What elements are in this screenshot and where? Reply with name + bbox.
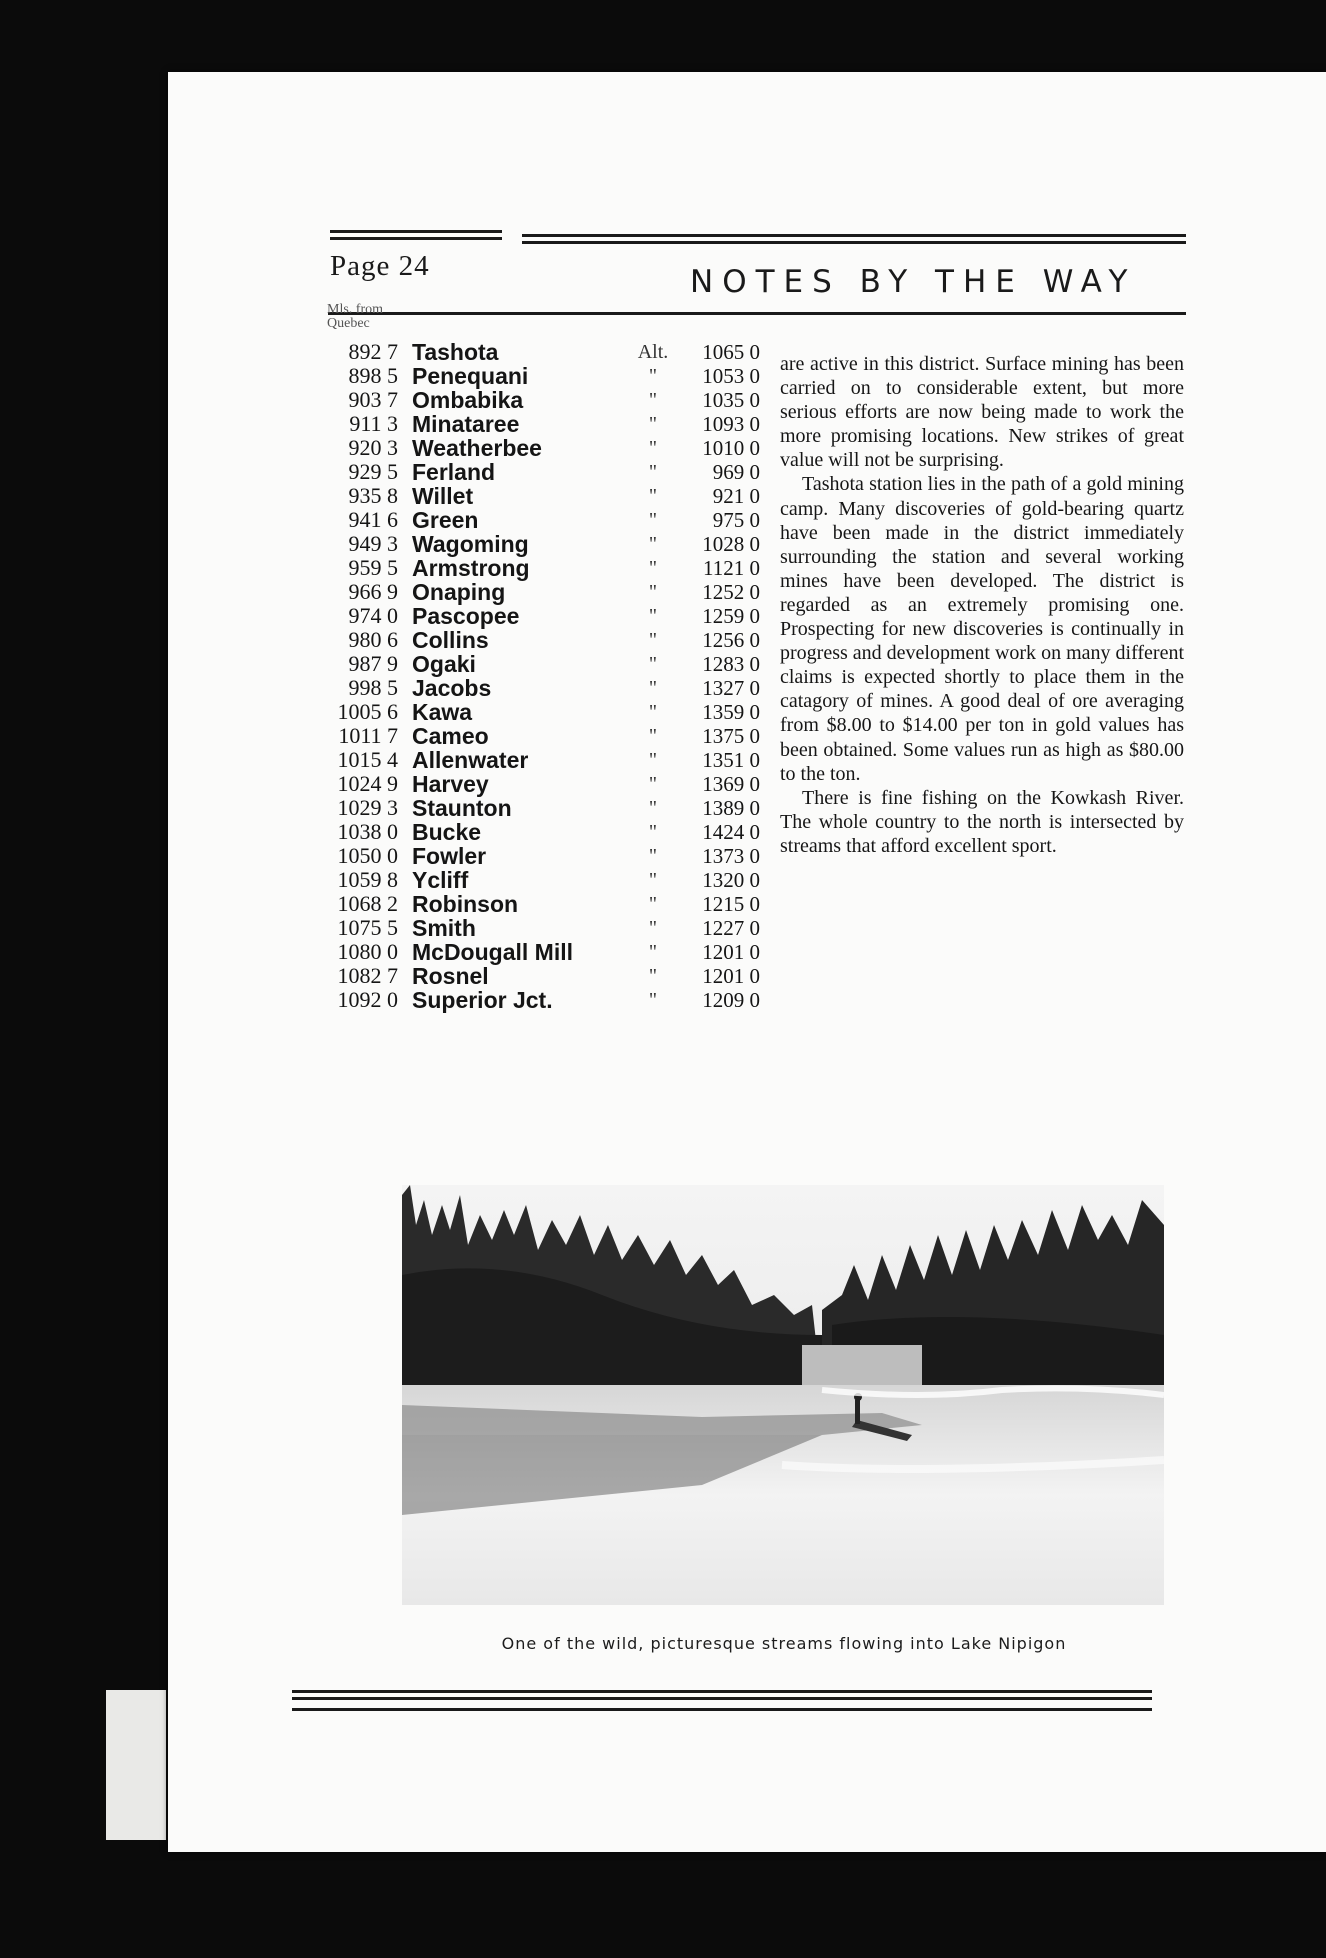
station-miles: 911 3 (349, 411, 398, 436)
station-row (312, 844, 760, 868)
altitude-label: " (648, 989, 658, 1011)
station-row (312, 532, 760, 556)
altitude-label: " (648, 893, 658, 915)
station-row (312, 820, 760, 844)
station-altitude: 1375 0 (702, 724, 760, 748)
station-miles: 987 9 (348, 651, 398, 676)
station-row (312, 580, 760, 604)
station-name: Collins (412, 627, 489, 653)
altitude-label: Alt. (637, 341, 669, 363)
station-name: Robinson (412, 891, 519, 917)
altitude-label: " (648, 821, 658, 843)
station-miles: 1005 6 (337, 699, 398, 724)
altitude-label: " (648, 701, 658, 723)
station-name: Harvey (412, 771, 489, 797)
station-miles: 920 3 (348, 435, 398, 460)
station-miles: 1011 7 (338, 723, 398, 748)
station-altitude: 1373 0 (702, 844, 760, 868)
altitude-label: " (648, 845, 658, 867)
station-name: Ferland (412, 459, 496, 485)
station-row (312, 940, 760, 964)
altitude-label: " (648, 749, 658, 771)
station-miles: 1080 0 (337, 939, 398, 964)
station-altitude: 1256 0 (702, 628, 760, 652)
station-altitude: 1093 0 (702, 412, 760, 436)
bottom-rule-2 (292, 1708, 1152, 1711)
station-miles: 1059 8 (337, 867, 398, 892)
station-name: Tashota (412, 339, 499, 365)
station-name: Ombabika (412, 387, 524, 413)
altitude-label: " (648, 437, 658, 459)
station-row (312, 988, 760, 1012)
river-photograph (402, 1185, 1164, 1605)
station-altitude: 1320 0 (702, 868, 760, 892)
station-name: Wagoming (412, 531, 529, 557)
station-miles: 998 5 (348, 675, 398, 700)
station-row (312, 412, 760, 436)
station-altitude: 1227 0 (702, 916, 760, 940)
altitude-label: " (648, 941, 658, 963)
station-miles: 1075 5 (337, 915, 398, 940)
station-altitude: 1201 0 (702, 940, 760, 964)
station-miles: 898 5 (348, 363, 398, 388)
station-name: McDougall Mill (412, 939, 573, 965)
altitude-label: " (648, 389, 658, 411)
station-name: Staunton (412, 795, 512, 821)
station-altitude: 1053 0 (702, 364, 760, 388)
running-title: NOTES BY THE WAY (690, 264, 1137, 300)
station-altitude: 1359 0 (702, 700, 760, 724)
station-miles: 1068 2 (337, 891, 398, 916)
altitude-label: " (648, 773, 658, 795)
miles-column-caption: Mls. from Quebec (327, 302, 383, 331)
station-altitude: 1252 0 (702, 580, 760, 604)
altitude-label: " (648, 533, 658, 555)
station-altitude: 1259 0 (702, 604, 760, 628)
station-row (312, 676, 760, 700)
station-name: Weatherbee (412, 435, 542, 461)
station-name: Rosnel (412, 963, 489, 989)
station-row (312, 508, 760, 532)
station-name: Armstrong (412, 555, 530, 581)
station-altitude: 1121 0 (703, 556, 760, 580)
station-row (312, 772, 760, 796)
station-altitude: 1215 0 (702, 892, 760, 916)
station-altitude: 1028 0 (702, 532, 760, 556)
altitude-label: " (648, 653, 658, 675)
bottom-rule (292, 1690, 1152, 1700)
station-row (312, 604, 760, 628)
station-miles: 903 7 (348, 387, 398, 412)
station-name: Fowler (412, 843, 487, 869)
station-altitude: 975 0 (712, 508, 760, 532)
station-miles: 1050 0 (337, 843, 398, 868)
station-row (312, 460, 760, 484)
body-text (780, 352, 1184, 858)
station-row (312, 628, 760, 652)
station-row (312, 916, 760, 940)
station-name: Willet (412, 483, 474, 509)
station-row (312, 892, 760, 916)
station-altitude: 1201 0 (702, 964, 760, 988)
station-name: Pascopee (412, 603, 520, 629)
station-name: Green (412, 507, 479, 533)
station-row (312, 700, 760, 724)
station-row (312, 868, 760, 892)
page-number: Page 24 (330, 250, 430, 282)
altitude-label: " (648, 509, 658, 531)
station-miles: 892 7 (348, 339, 398, 364)
station-altitude: 1327 0 (702, 676, 760, 700)
station-altitude: 1389 0 (702, 796, 760, 820)
station-altitude: 1065 0 (702, 340, 760, 364)
station-miles: 1024 9 (337, 771, 398, 796)
station-name: Jacobs (412, 675, 492, 701)
station-name: Ycliff (412, 867, 469, 893)
station-altitude: 1010 0 (702, 436, 760, 460)
station-miles: 1015 4 (337, 747, 398, 772)
station-row (312, 748, 760, 772)
station-altitude: 1035 0 (702, 388, 760, 412)
station-miles: 974 0 (348, 603, 398, 628)
station-miles: 1082 7 (337, 963, 398, 988)
station-row (312, 388, 760, 412)
station-name: Allenwater (412, 747, 529, 773)
station-row (312, 340, 760, 364)
station-table (312, 340, 760, 1012)
station-altitude: 1209 0 (702, 988, 760, 1012)
altitude-label: " (648, 605, 658, 627)
station-name: Minataree (412, 411, 520, 437)
station-row (312, 436, 760, 460)
altitude-label: " (648, 869, 658, 891)
station-row (312, 364, 760, 388)
station-altitude: 1351 0 (702, 748, 760, 772)
page-edge-shadow (106, 1690, 166, 1840)
station-miles: 941 6 (348, 507, 398, 532)
header-underline (328, 312, 1186, 315)
station-row (312, 796, 760, 820)
station-name: Penequani (412, 363, 529, 389)
station-miles: 949 3 (348, 531, 398, 556)
station-miles: 929 5 (348, 459, 398, 484)
station-altitude: 921 0 (712, 484, 760, 508)
station-row (312, 964, 760, 988)
station-miles: 1092 0 (337, 987, 398, 1012)
station-name: Cameo (412, 723, 489, 749)
station-miles: 1038 0 (337, 819, 398, 844)
station-name: Ogaki (412, 651, 476, 677)
station-altitude: 1424 0 (702, 820, 760, 844)
altitude-label: " (648, 581, 658, 603)
top-rule-left (330, 230, 502, 240)
altitude-label: " (648, 557, 658, 579)
altitude-label: " (648, 677, 658, 699)
station-name: Onaping (412, 579, 506, 605)
station-miles: 935 8 (348, 483, 398, 508)
station-altitude: 1369 0 (702, 772, 760, 796)
station-miles: 966 9 (348, 579, 398, 604)
altitude-label: " (648, 485, 658, 507)
photo-caption: One of the wild, picturesque streams flowing into Lake Nipigon (501, 1634, 1067, 1653)
top-rule-right (522, 234, 1186, 244)
station-altitude: 1283 0 (702, 652, 760, 676)
body-paragraph: Tashota station lies in the path of a gold mining camp. Many discoveries of gold-bearing quartz have been made in the district immediately surrounding the station and several working mines have been developed. The district is regarded as an extremely promising one. Prospecting for new discoveries is continually in progress and development work on many different claims is expected shortly to place them in the catagory of mines. A good deal of ore averaging from $8.00 to $14.00 per ton in gold values has been obtained. Some values run as high as $80.00 to the ton. (780, 473, 1184, 785)
station-row (312, 724, 760, 748)
station-name: Superior Jct. (412, 987, 553, 1013)
station-row (312, 484, 760, 508)
altitude-label: " (648, 413, 658, 435)
station-miles: 1029 3 (337, 795, 398, 820)
station-miles: 959 5 (348, 555, 398, 580)
station-name: Kawa (412, 699, 473, 725)
station-row (312, 652, 760, 676)
altitude-label: " (648, 797, 658, 819)
station-altitude: 969 0 (712, 460, 760, 484)
station-miles: 980 6 (348, 627, 398, 652)
body-paragraph: are active in this district. Surface mining has been carried on to considerable extent, but more serious efforts are now being made to work the more promising locations. New strikes of great value will not be surprising. (780, 353, 1184, 472)
body-paragraph: There is fine fishing on the Kowkash River. The whole country to the north is intersected by streams that afford excellent sport. (780, 786, 1184, 857)
altitude-label: " (648, 629, 658, 651)
station-name: Bucke (412, 819, 482, 845)
altitude-label: " (648, 725, 658, 747)
station-name: Smith (412, 915, 476, 941)
altitude-label: " (648, 461, 658, 483)
altitude-label: " (648, 965, 658, 987)
altitude-label: " (648, 365, 658, 387)
altitude-label: " (648, 917, 658, 939)
station-row (312, 556, 760, 580)
